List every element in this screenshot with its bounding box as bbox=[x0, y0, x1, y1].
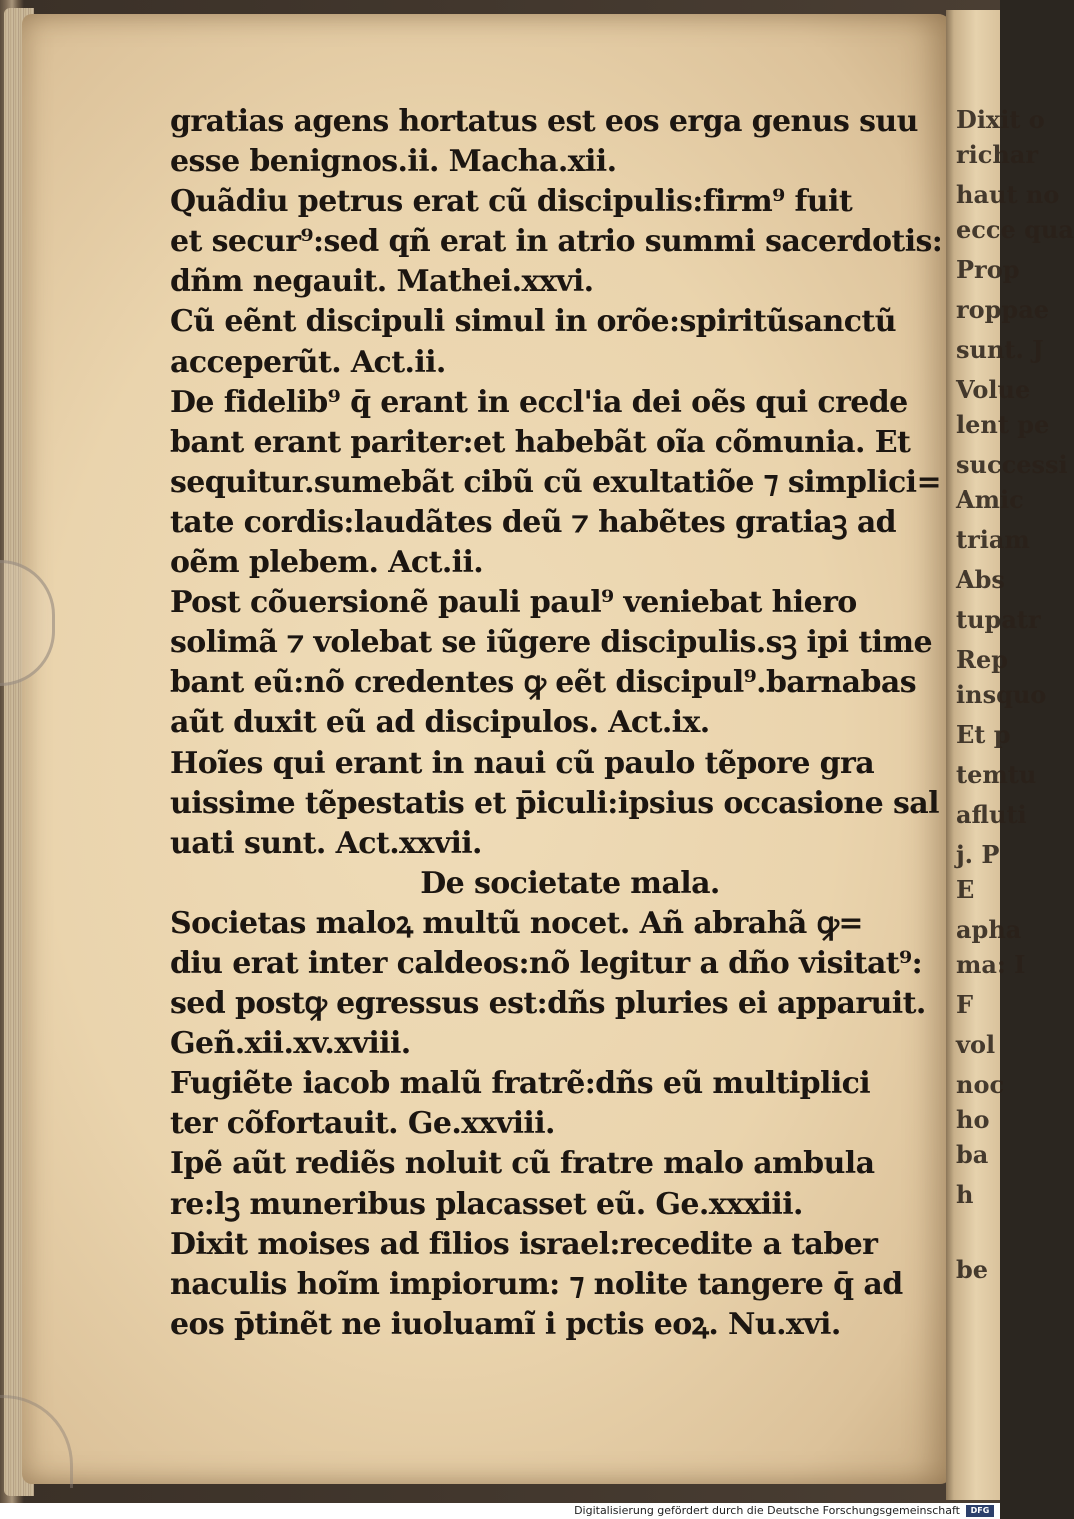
facing-page-text: sunt. J bbox=[956, 335, 1044, 364]
facing-page-text: Abs bbox=[956, 565, 1005, 594]
text-line: bant erant pariter:et habebãt oĩa cõmunia. Et bbox=[170, 424, 911, 460]
text-line: naculis hoĩm impiorum: ⁊ nolite tangere q̄ ad bbox=[170, 1266, 903, 1302]
text-line: Societas maloꝝ multũ nocet. Añ abrahã ꝙ= bbox=[170, 905, 863, 941]
facing-page-text: Prop bbox=[956, 255, 1020, 284]
text-line: ter cõfortauit. Ge.xxviii. bbox=[170, 1106, 555, 1142]
section-heading: De societate mala. bbox=[420, 865, 720, 901]
facing-page-text: ho bbox=[956, 1105, 990, 1134]
text-line: solimã ⁊ volebat se iũgere discipulis.sꝫ ipi time bbox=[170, 625, 932, 661]
text-line: diu erat inter caldeos:nõ legitur a dño visitat⁹: bbox=[170, 945, 923, 981]
facing-page-text: richar bbox=[956, 140, 1039, 169]
text-line: gratias agens hortatus est eos erga genus suu bbox=[170, 104, 918, 139]
facing-page-text: temtu bbox=[956, 760, 1037, 789]
facing-page-text: noc bbox=[956, 1070, 1005, 1099]
facing-page-text: lent pe bbox=[956, 410, 1050, 439]
text-line: uissime tẽpestatis et p̄iculi:ipsius occasione sal bbox=[170, 785, 939, 821]
text-line: sequitur.sumebãt cibũ cũ exultatiõe ⁊ simplici= bbox=[170, 464, 942, 500]
text-line: Cũ eẽnt discipuli simul in orõe:spiritũsanctũ bbox=[170, 304, 896, 340]
facing-page-text: Volue bbox=[956, 375, 1031, 404]
facing-page-text: E bbox=[956, 875, 975, 904]
text-line: re:lꝫ muneribus placasset eũ. Ge.xxxiii. bbox=[170, 1186, 803, 1222]
dfg-logo: DFG bbox=[966, 1505, 994, 1517]
text-line: acceperũt. Act.ii. bbox=[170, 344, 446, 380]
facing-page-text: tupatr bbox=[956, 605, 1041, 634]
text-line: oẽm plebem. Act.ii. bbox=[170, 545, 484, 581]
text-line: eos p̄tinẽt ne iuoluamĩ i pctis eoꝝ. Nu.xvi. bbox=[170, 1306, 841, 1342]
facing-page-text: F bbox=[956, 990, 974, 1019]
text-line: Geñ.xii.xv.xviii. bbox=[170, 1026, 411, 1062]
facing-page-text: vol bbox=[956, 1030, 996, 1059]
facing-page-text: successi bbox=[956, 450, 1068, 479]
text-line: dñm negauit. Mathei.xxvi. bbox=[170, 264, 594, 300]
facing-page-text: Dixit o bbox=[956, 105, 1045, 134]
facing-page-text: haut no bbox=[956, 180, 1060, 209]
facing-page-text: roppae bbox=[956, 295, 1050, 324]
facing-page-text: Et p bbox=[956, 720, 1011, 749]
facing-page-text: triam bbox=[956, 525, 1030, 554]
facing-page-text: apha bbox=[956, 915, 1022, 944]
facing-page-text: ma: I bbox=[956, 950, 1026, 979]
facing-page-text: ba bbox=[956, 1140, 989, 1169]
facing-page-text: afluti bbox=[956, 800, 1027, 829]
facing-page-text: Amic bbox=[956, 485, 1024, 514]
facing-page-text: j. P bbox=[956, 840, 1000, 869]
facing-page-text: insquo bbox=[956, 680, 1047, 709]
facing-page-edge bbox=[946, 10, 1074, 1500]
text-line: De fidelib⁹ q̄ erant in eccl'ia dei oẽs qui crede bbox=[170, 384, 908, 420]
page-text-block bbox=[170, 102, 943, 1345]
facing-page-text: Rep bbox=[956, 645, 1008, 674]
facing-page-text: be bbox=[956, 1255, 989, 1284]
text-line: Dixit moises ad filios israel:recedite a taber bbox=[170, 1226, 878, 1262]
text-line: Hoĩes qui erant in naui cũ paulo tẽpore gra bbox=[170, 745, 875, 781]
text-line: uati sunt. Act.xxvii. bbox=[170, 825, 482, 861]
digitization-credit: Digitalisierung gefördert durch die Deutsche Forschungsgemeinschaft bbox=[574, 1504, 960, 1517]
text-line: Post cõuersionẽ pauli paul⁹ veniebat hiero bbox=[170, 585, 857, 621]
facing-page-text: ecce qua bbox=[956, 215, 1074, 244]
text-line: Fugiẽte iacob malũ fratrẽ:dñs eũ multiplici bbox=[170, 1066, 871, 1102]
text-line: sed postꝙ egressus est:dñs pluries ei apparuit. bbox=[170, 986, 926, 1022]
text-line: et secur⁹:sed qñ erat in atrio summi sacerdotis: bbox=[170, 224, 943, 260]
text-line: tate cordis:laudãtes deũ ⁊ habẽtes gratiaꝫ ad bbox=[170, 504, 897, 540]
text-line: bant eũ:nõ credentes ꝙ eẽt discipul⁹.barnabas bbox=[170, 665, 916, 701]
text-line: esse benignos.ii. Macha.xii. bbox=[170, 144, 617, 180]
text-line: Quãdiu petrus erat cũ discipulis:firm⁹ fuit bbox=[170, 184, 853, 220]
text-line: Ipẽ aũt rediẽs noluit cũ fratre malo ambula bbox=[170, 1146, 875, 1182]
facing-page-text: h bbox=[956, 1180, 974, 1209]
text-line: aũt duxit eũ ad discipulos. Act.ix. bbox=[170, 705, 710, 741]
